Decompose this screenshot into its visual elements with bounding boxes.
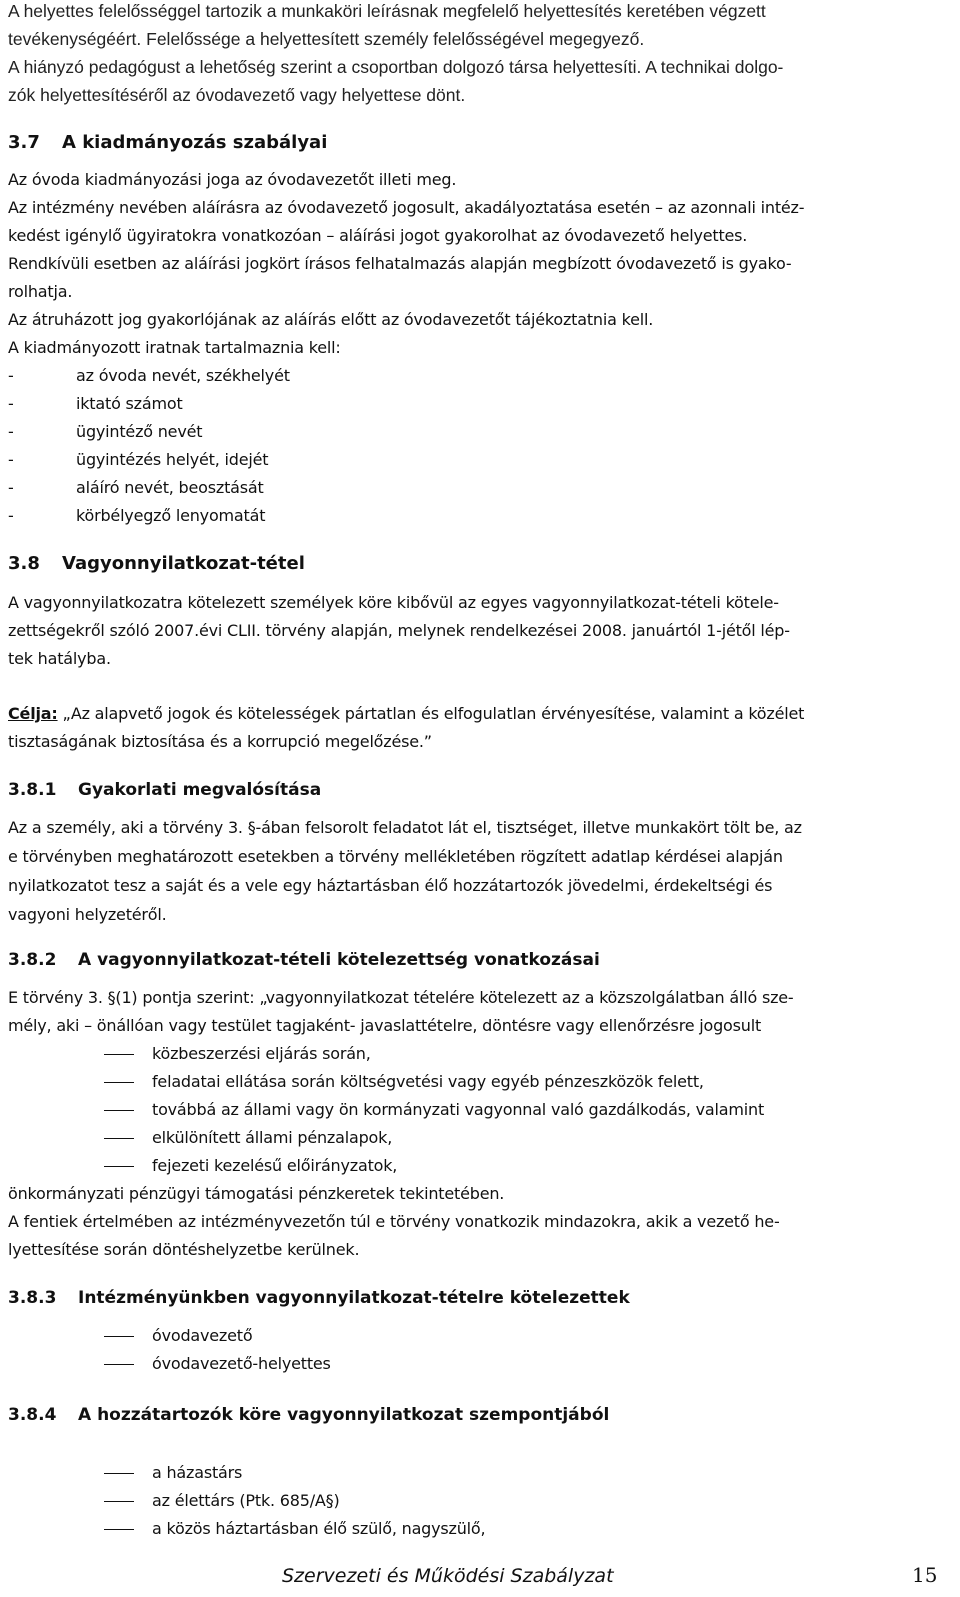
list-item <box>8 1152 938 1180</box>
section-number: 3.8.2 <box>8 950 57 970</box>
list-marker: - <box>8 450 14 469</box>
paragraph-line: zettségekről szóló 2007.évi CLII. törvény alapján, melynek rendelkezései 2008. januártól 1-jétől lép- <box>8 621 790 640</box>
goal-paragraph <box>8 700 938 756</box>
list-item <box>8 390 938 418</box>
list-item <box>8 1515 938 1543</box>
section-number: 3.8.4 <box>8 1405 57 1425</box>
paragraph-line: tek hatályba. <box>8 649 111 668</box>
dash-marker <box>104 1138 134 1139</box>
section-title: A hozzátartozók köre vagyonnyilatkozat szempontjából <box>78 1405 610 1425</box>
paragraph-line: nyilatkozatot tesz a saját és a vele egy háztartásban élő hozzátartozók jövedelmi, érdekeltségi és <box>8 876 773 895</box>
list-item <box>8 1096 938 1124</box>
list-item-text: ügyintézés helyét, idejét <box>76 450 269 469</box>
list-item-text: az óvoda nevét, székhelyét <box>76 366 290 385</box>
section-body-3-8-4 <box>8 1459 938 1543</box>
section-heading-3-7 <box>8 132 327 153</box>
list-marker: - <box>8 366 14 385</box>
paragraph-line: lyettesítése során döntéshelyzetbe kerülnek. <box>8 1240 360 1259</box>
list-item-text: aláíró nevét, beosztását <box>76 478 264 497</box>
list-marker: - <box>8 394 14 413</box>
list-item-text: óvodavezető-helyettes <box>152 1354 331 1373</box>
paragraph-line: Az a személy, aki a törvény 3. §-ában felsorolt feladatot lát el, tisztséget, illetve munkakört tölt be, az <box>8 818 802 837</box>
section-heading-3-8-2 <box>8 950 600 970</box>
section-number: 3.7 <box>8 132 40 153</box>
section-body-3-8-2 <box>8 984 938 1264</box>
paragraph-line: Rendkívüli esetben az aláírási jogkört írásos felhatalmazás alapján megbízott óvodavezető is gyako- <box>8 254 792 273</box>
list-item-text: óvodavezető <box>152 1326 253 1345</box>
list-item <box>8 1350 938 1378</box>
list-item-text: a házastárs <box>152 1463 243 1482</box>
footer-document-title: Szervezeti és Működési Szabályzat <box>282 1565 614 1587</box>
goal-label: Célja: <box>8 704 58 723</box>
section-heading-3-8-3 <box>8 1288 630 1308</box>
dash-marker <box>104 1501 134 1502</box>
paragraph-line: kedést igénylő ügyiratokra vonatkozóan – aláírási jogot gyakorolhat az óvodavezető helyettes. <box>8 226 748 245</box>
dash-marker <box>104 1529 134 1530</box>
section-body-3-7 <box>8 166 938 530</box>
paragraph-line: E törvény 3. §(1) pontja szerint: „vagyonnyilatkozat tételére kötelezett az a közszolgálatban álló sze- <box>8 988 794 1007</box>
paragraph-line: önkormányzati pénzügyi támogatási pénzkeretek tekintetében. <box>8 1184 505 1203</box>
paragraph-line: Az intézmény nevében aláírásra az óvodavezető jogosult, akadályoztatása esetén – az azonnali intéz- <box>8 198 805 217</box>
list-item-text: fejezeti kezelésű előirányzatok, <box>152 1156 398 1175</box>
list-item <box>8 502 938 530</box>
list-item <box>8 1068 938 1096</box>
list-item-text: ügyintéző nevét <box>76 422 203 441</box>
section-body-3-8 <box>8 589 938 673</box>
intro-line: zók helyettesítéséről az óvodavezető vagy helyettese dönt. <box>8 85 466 105</box>
dash-marker <box>104 1082 134 1083</box>
section-title: Intézményünkben vagyonnyilatkozat-tételre kötelezettek <box>78 1288 630 1308</box>
dash-marker <box>104 1364 134 1365</box>
paragraph-line: Az átruházott jog gyakorlójának az aláírás előtt az óvodavezetőt tájékoztatnia kell. <box>8 310 654 329</box>
paragraph-line: vagyoni helyzetéről. <box>8 905 167 924</box>
list-item <box>8 1487 938 1515</box>
list-item-text: közbeszerzési eljárás során, <box>152 1044 371 1063</box>
dash-marker <box>104 1110 134 1111</box>
list-marker: - <box>8 506 14 525</box>
intro-line: A helyettes felelősséggel tartozik a munkaköri leírásnak megfelelő helyettesítés keretében végzett <box>8 1 766 21</box>
list-item <box>8 474 938 502</box>
list-item-text: az élettárs (Ptk. 685/A§) <box>152 1491 340 1510</box>
section-body-3-8-1 <box>8 813 938 929</box>
page-number: 15 <box>912 1563 938 1587</box>
list-item-text: a közös háztartásban élő szülő, nagyszülő, <box>152 1519 486 1538</box>
list-item-text: továbbá az állami vagy ön kormányzati vagyonnal való gazdálkodás, valamint <box>152 1100 765 1119</box>
list-item-text: feladatai ellátása során költségvetési vagy egyéb pénzeszközök felett, <box>152 1072 704 1091</box>
list-marker: - <box>8 478 14 497</box>
list-item <box>8 418 938 446</box>
list-item-text: körbélyegző lenyomatát <box>76 506 266 525</box>
list-item <box>8 1459 938 1487</box>
paragraph-line: tisztaságának biztosítása és a korrupció megelőzése.” <box>8 732 432 751</box>
section-number: 3.8 <box>8 553 40 574</box>
paragraph-line: e törvényben meghatározott esetekben a törvény mellékletében rögzített adatlap kérdései alapján <box>8 847 783 866</box>
intro-paragraph <box>8 0 938 109</box>
section-title: Vagyonnyilatkozat-tétel <box>62 553 305 574</box>
paragraph-line: A fentiek értelmében az intézményvezetőn túl e törvény vonatkozik mindazokra, akik a vezető he- <box>8 1212 780 1231</box>
intro-line: A hiányzó pedagógust a lehetőség szerint a csoportban dolgozó társa helyettesíti. A technikai dolgo- <box>8 57 784 77</box>
goal-text: „Az alapvető jogok és kötelességek pártatlan és elfogulatlan érvényesítése, valamint a közélet <box>57 704 805 723</box>
section-body-3-8-3 <box>8 1322 938 1378</box>
section-title: Gyakorlati megvalósítása <box>78 780 322 800</box>
obligated-persons-list <box>8 1322 938 1378</box>
list-item-text: elkülönített állami pénzalapok, <box>152 1128 393 1147</box>
intro-line: tevékenységéért. Felelőssége a helyettesített személy felelősségével megegyező. <box>8 29 645 49</box>
paragraph-line: mély, aki – önállóan vagy testület tagjaként- javaslattételre, döntésre vagy ellenőrzésre jogosult <box>8 1016 762 1035</box>
paragraph-line: rolhatja. <box>8 282 73 301</box>
section-title: A vagyonnyilatkozat-tételi kötelezettség vonatkozásai <box>78 950 600 970</box>
section-heading-3-8-4 <box>8 1405 609 1425</box>
required-contents-list <box>8 362 938 530</box>
section-title: A kiadmányozás szabályai <box>62 132 328 153</box>
section-heading-3-8 <box>8 553 305 574</box>
page-footer <box>0 1565 960 1597</box>
list-item-text: iktató számot <box>76 394 183 413</box>
dash-marker <box>104 1054 134 1055</box>
obligation-scope-list <box>8 1040 938 1180</box>
section-number: 3.8.3 <box>8 1288 57 1308</box>
paragraph-line: A vagyonnyilatkozatra kötelezett személyek köre kibővül az egyes vagyonnyilatkozat-tételi kötele- <box>8 593 779 612</box>
dash-marker <box>104 1336 134 1337</box>
dash-marker <box>104 1166 134 1167</box>
list-item <box>8 1322 938 1350</box>
list-item <box>8 362 938 390</box>
relatives-list <box>8 1459 938 1543</box>
dash-marker <box>104 1473 134 1474</box>
list-item <box>8 446 938 474</box>
list-marker: - <box>8 422 14 441</box>
list-item <box>8 1124 938 1152</box>
paragraph-line: A kiadmányozott iratnak tartalmaznia kell: <box>8 338 341 357</box>
list-item <box>8 1040 938 1068</box>
paragraph-line <box>8 700 938 728</box>
section-heading-3-8-1 <box>8 780 321 800</box>
paragraph-line: Az óvoda kiadmányozási joga az óvodavezetőt illeti meg. <box>8 170 457 189</box>
section-number: 3.8.1 <box>8 780 57 800</box>
